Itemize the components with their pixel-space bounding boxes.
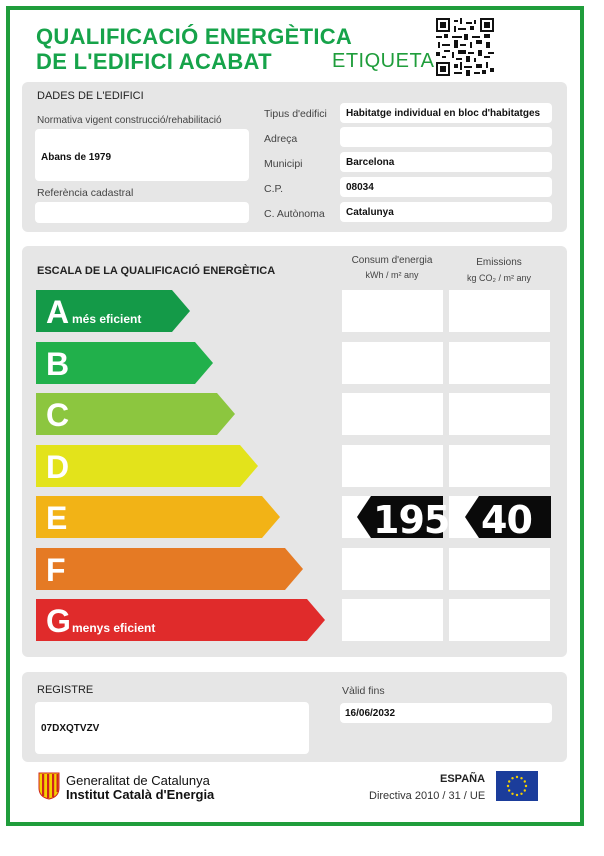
valid-value: 16/06/2032 [345,708,396,719]
consum-cell-a [342,290,443,332]
scale-section-title: ESCALA DE LA QUALIFICACIÓ ENERGÈTICA [37,265,276,277]
eu-star [508,780,510,782]
rating-bar-b [36,342,213,384]
rating-bar-e [36,496,280,538]
consum-header: Consum d'energia [351,255,433,266]
comunitat-value: Catalunya [346,207,394,218]
cp-value: 08034 [346,182,374,193]
eu-star [508,789,510,791]
eu-star [524,780,526,782]
consum-unit: kWh / m² any [365,270,419,280]
eu-star [516,794,518,796]
title-line-2: DE L'EDIFICI ACABAT [36,49,272,74]
referencia-field [35,202,249,223]
org-line-1: Generalitat de Catalunya [66,773,210,788]
title-line-1: QUALIFICACIÓ ENERGÈTICA [36,24,353,49]
normativa-label: Normativa vigent construcció/rehabilitació [37,115,222,126]
registre-value: 07DXQTVZV [41,723,100,734]
comunitat-label: C. Autònoma [264,208,325,220]
eu-star [524,789,526,791]
rating-letter: F [46,552,66,588]
rating-letter: G [46,603,71,639]
normativa-value: Abans de 1979 [41,152,112,163]
generalitat-logo [38,772,60,800]
rating-letter: B [46,346,70,382]
rating-bar-a [36,290,190,332]
rating-sublabel: més eficient [72,312,142,326]
valid-label: Vàlid fins [342,685,385,697]
eu-star [520,777,522,779]
emissions-cell-g [449,599,550,641]
consum-cell-g [342,599,443,641]
rating-letter: D [46,449,70,485]
emissions-value: 40 [481,498,532,542]
tipus-label: Tipus d'edifici [264,108,327,120]
municipi-value: Barcelona [346,157,395,168]
emissions-unit: kg CO₂ / m² any [466,273,531,283]
rating-sublabel: menys eficient [72,621,156,635]
eu-star [520,793,522,795]
rating-letter: A [46,294,70,330]
emissions-cell-f [449,548,550,590]
rating-bar-f [36,548,303,590]
building-section-title: DADES DE L'EDIFICI [37,90,144,102]
registre-section-title: REGISTRE [37,684,94,696]
eu-star [516,776,518,778]
rating-letter: E [46,500,68,536]
eu-star [511,793,513,795]
tipus-value: Habitatge individual en bloc d'habitatges [346,108,541,119]
emissions-cell-c [449,393,550,435]
adreca-field [340,127,552,147]
rating-bar-g [36,599,325,641]
municipi-label: Municipi [264,158,303,170]
emissions-cell-d [449,445,550,487]
org-line-2: Institut Català d'Energia [66,787,215,802]
cp-label: C.P. [264,183,284,195]
eu-star [525,785,527,787]
eu-star [511,777,513,779]
emissions-header: Emissions [476,257,522,268]
consum-cell-f [342,548,443,590]
rating-bar-d [36,445,258,487]
referencia-label: Referència cadastral [37,187,134,199]
qr-code-icon [436,18,494,76]
eu-flag-icon [496,771,538,801]
emissions-cell-b [449,342,550,384]
rating-bar-c [36,393,235,435]
rating-letter: C [46,397,70,433]
directive-label: Directiva 2010 / 31 / UE [369,790,486,802]
consum-rating-marker [357,496,450,542]
adreca-label: Adreça [264,133,298,145]
consum-value: 195 [373,498,450,542]
country-label: ESPAÑA [440,773,486,785]
emissions-cell-a [449,290,550,332]
eu-star [507,785,509,787]
consum-cell-d [342,445,443,487]
consum-cell-c [342,393,443,435]
emissions-rating-marker [465,496,551,542]
consum-cell-b [342,342,443,384]
etiqueta-label: ETIQUETA [332,50,435,72]
